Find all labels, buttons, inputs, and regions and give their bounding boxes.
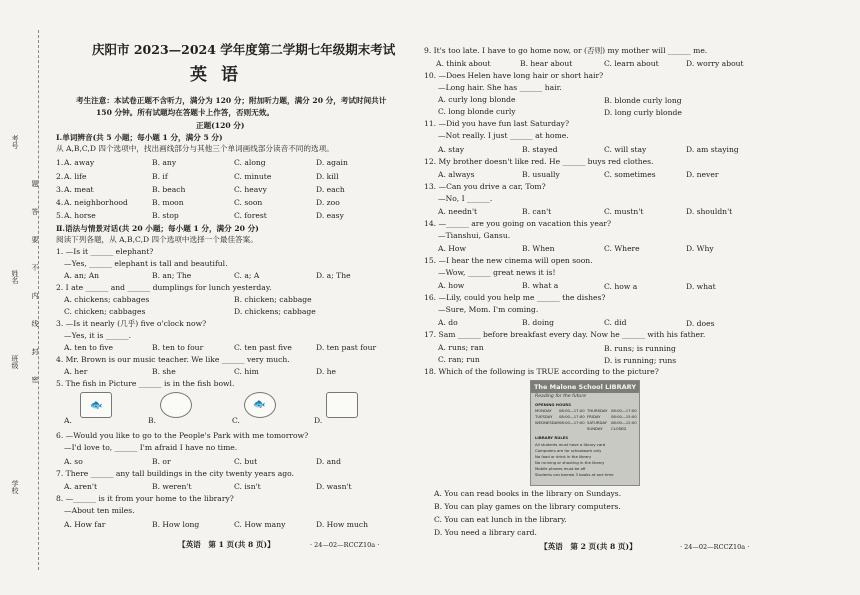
- q13-option-d[interactable]: D. shouldn't: [686, 207, 733, 216]
- hours-day: SUNDAY: [587, 426, 603, 431]
- q5-option-d[interactable]: D.: [314, 416, 323, 425]
- q12-option-c[interactable]: C. sometimes: [604, 170, 656, 179]
- seal-char: 要: [31, 236, 39, 243]
- section-1-title: Ⅰ.单词辨音(共 5 小题；每小题 1 分，满分 5 分): [56, 133, 223, 142]
- q13-stem-2: —No, I ______.: [438, 194, 493, 203]
- q9-option-c[interactable]: C. learn about: [604, 59, 659, 68]
- page-2-code: · 24—02—RCCZ10a ·: [680, 543, 750, 551]
- part-title: 正题(120 分): [196, 121, 245, 130]
- phon-4-a[interactable]: A. neighborhood: [64, 198, 128, 207]
- q6-option-c[interactable]: C. but: [234, 457, 258, 466]
- q1-option-c[interactable]: C. a; A: [234, 271, 260, 280]
- q13-option-c[interactable]: C. mustn't: [604, 207, 644, 216]
- phon-3-a[interactable]: A. meat: [64, 185, 94, 194]
- q9-stem: 9. It's too late. I have to go home now, or (否则) my mother will ______ me.: [424, 46, 708, 55]
- q7-option-b[interactable]: B. weren't: [152, 482, 192, 491]
- q4-option-a[interactable]: A. her: [64, 367, 88, 376]
- fish-picture-a: [80, 392, 112, 418]
- phon-4-d[interactable]: D. zoo: [316, 198, 340, 207]
- q16-option-a[interactable]: A. do: [438, 318, 458, 327]
- q11-stem-2: —Not really. I just ______ at home.: [438, 131, 569, 140]
- library-rule: All students must have a library card: [535, 442, 606, 447]
- q1-option-a[interactable]: A. an; An: [64, 271, 100, 280]
- q7-option-d[interactable]: D. wasn't: [316, 482, 352, 491]
- phon-4-c[interactable]: C. soon: [234, 198, 263, 207]
- fish-picture-c: [244, 392, 276, 418]
- hours-time: 08:00—12:00: [611, 420, 637, 425]
- q12-option-a[interactable]: A. always: [438, 170, 475, 179]
- hours-day: THURSDAY: [587, 408, 608, 413]
- q1-option-b[interactable]: B. an; The: [152, 271, 192, 280]
- q17-option-b[interactable]: B. runs; is running: [604, 344, 676, 353]
- q17-option-c[interactable]: C. ran; run: [438, 355, 480, 364]
- seal-char: 不: [31, 264, 39, 271]
- q5-option-b[interactable]: B.: [148, 416, 156, 425]
- phon-5-b[interactable]: B. stop: [152, 211, 179, 220]
- q17-stem: 17. Sam ______ before breakfast every day. Now he ______ with his father.: [424, 330, 706, 339]
- q15-stem-2: —Wow, ______ great news it is!: [438, 268, 556, 277]
- library-subtitle: Reading for the future: [535, 394, 587, 399]
- phon-2-a[interactable]: A. life: [64, 172, 87, 181]
- q2-option-c[interactable]: C. chicken; cabbages: [64, 307, 146, 316]
- hours-time: 08:00—17:00: [559, 408, 585, 413]
- q16-option-b[interactable]: B. doing: [522, 318, 555, 327]
- hours-day: SATURDAY: [587, 420, 607, 425]
- q2-stem: 2. I ate ______ and ______ dumplings for lunch yesterday.: [56, 283, 272, 292]
- q9-option-b[interactable]: B. hear about: [520, 59, 573, 68]
- q8-option-b[interactable]: B. How long: [152, 520, 200, 529]
- phon-1-b[interactable]: B. any: [152, 158, 177, 167]
- q10-option-c[interactable]: C. long blonde curly: [438, 107, 516, 116]
- phon-2-b[interactable]: B. if: [152, 172, 168, 181]
- q11-stem: 11. —Did you have fun last Saturday?: [424, 119, 570, 128]
- phon-5-num: 5.: [56, 211, 64, 220]
- q16-option-d[interactable]: D. does: [686, 319, 715, 328]
- fish-picture-d: [326, 392, 358, 418]
- q5-stem: 5. The fish in Picture ______ is in the fish bowl.: [56, 379, 235, 388]
- seal-line: [38, 30, 39, 570]
- class-label: 班级: [11, 355, 19, 369]
- q7-stem: 7. There ______ any tall buildings in the city twenty years ago.: [56, 469, 294, 478]
- phon-3-num: 3.: [56, 185, 64, 194]
- q6-option-b[interactable]: B. or: [152, 457, 171, 466]
- q4-option-b[interactable]: B. she: [152, 367, 176, 376]
- q3-option-b[interactable]: B. ten to four: [152, 343, 204, 352]
- page-1-footer: 【英语 第 1 页(共 8 页)】: [178, 540, 275, 549]
- q7-option-a[interactable]: A. aren't: [64, 482, 97, 491]
- q10-option-d[interactable]: D. long curly blonde: [604, 108, 682, 117]
- library-rule: Students can borrow 3 books at one time: [535, 472, 614, 477]
- hours-time: 08:00—17:00: [559, 414, 585, 419]
- hours-time: 08:00—17:00: [559, 420, 585, 425]
- q14-option-a[interactable]: A. How: [438, 244, 467, 253]
- section-1-instruction: 从 A,B,C,D 四个选项中，找出画线部分与其他三个单词画线部分读音不同的选项。: [56, 144, 334, 153]
- q18-option-c[interactable]: C. You can eat lunch in the library.: [434, 515, 567, 524]
- hours-time: 08:00—15:00: [611, 414, 637, 419]
- section-2-title: Ⅱ.语法与情景对话(共 20 小题；每小题 1 分，满分 20 分): [56, 224, 259, 233]
- library-title: The Malone School LIBRARY: [531, 381, 639, 393]
- q18-option-a[interactable]: A. You can read books in the library on Sundays.: [434, 489, 622, 498]
- phon-3-b[interactable]: B. beach: [152, 185, 186, 194]
- q8-option-a[interactable]: A. How far: [64, 520, 106, 529]
- phon-4-b[interactable]: B. moon: [152, 198, 184, 207]
- q8-stem-2: —About ten miles.: [64, 506, 135, 515]
- phon-3-c[interactable]: C. heavy: [234, 185, 267, 194]
- notice-line-2: 150 分钟。所有试题均在答题卡上作答，否则无效。: [96, 108, 274, 117]
- q7-option-c[interactable]: C. isn't: [234, 482, 261, 491]
- q14-option-b[interactable]: B. When: [522, 244, 555, 253]
- q8-option-d[interactable]: D. How much: [316, 520, 368, 529]
- library-rule: No food or drink in the library: [535, 454, 592, 459]
- q17-option-a[interactable]: A. runs; ran: [438, 343, 484, 352]
- q14-stem: 14. —______ are you going on vacation this year?: [424, 219, 612, 228]
- q18-stem: 18. Which of the following is TRUE according to the picture?: [424, 367, 659, 376]
- q11-option-d[interactable]: D. am staying: [686, 145, 739, 154]
- q12-option-d[interactable]: D. never: [686, 170, 719, 179]
- q16-option-c[interactable]: C. did: [604, 318, 627, 327]
- binding-strip: [8, 30, 48, 590]
- opening-hours-head: OPENING HOURS: [535, 402, 571, 407]
- notice-line-1: 考生注意：本试卷正题不含听力，满分为 120 分；附加听力题，满分 20 分，考试时间共计: [76, 96, 387, 105]
- phon-2-d[interactable]: D. kill: [316, 172, 339, 181]
- q4-option-d[interactable]: D. he: [316, 367, 337, 376]
- hours-day: FRIDAY: [587, 414, 601, 419]
- library-rule: Mobile phones must be off: [535, 466, 586, 471]
- hours-time: 08:00—17:00: [611, 408, 637, 413]
- q5-option-a[interactable]: A.: [64, 416, 72, 425]
- hours-day: MONDAY: [535, 408, 552, 413]
- phon-3-d[interactable]: D. each: [316, 185, 345, 194]
- q16-stem-2: —Sure, Mom. I'm coming.: [438, 305, 539, 314]
- subject-title: 英语: [190, 65, 252, 85]
- q18-option-d[interactable]: D. You need a library card.: [434, 528, 537, 537]
- q6-option-d[interactable]: D. and: [316, 457, 341, 466]
- q3-stem-2: —Yes, it is ______.: [64, 331, 131, 340]
- phon-5-c[interactable]: C. forest: [234, 211, 267, 220]
- q10-option-a[interactable]: A. curly long blonde: [438, 95, 516, 104]
- q1-stem-2: —Yes, ______ elephant is tall and beautiful.: [64, 259, 228, 268]
- q15-option-b[interactable]: B. what a: [522, 281, 559, 290]
- q18-option-b[interactable]: B. You can play games on the library computers.: [434, 502, 621, 511]
- q14-option-c[interactable]: C. Where: [604, 244, 640, 253]
- q10-option-b[interactable]: B. blonde curly long: [604, 96, 682, 105]
- school-label: 学校: [11, 480, 19, 494]
- library-rule: Computers are for schoolwork only: [535, 448, 602, 453]
- q13-option-a[interactable]: A. needn't: [438, 207, 478, 216]
- q12-stem: 12. My brother doesn't like red. He ______ buys red clothes.: [424, 157, 654, 166]
- q15-stem: 15. —I hear the new cinema will open soon.: [424, 256, 593, 265]
- q2-option-d[interactable]: D. chickens; cabbage: [234, 307, 316, 316]
- exam-title: 庆阳市 2023—2024 学年度第二学期七年级期末考试: [92, 42, 396, 57]
- q5-option-c[interactable]: C.: [232, 416, 240, 425]
- phon-1-a[interactable]: A. away: [64, 158, 95, 167]
- q1-option-d[interactable]: D. a; The: [316, 271, 351, 280]
- seal-char: 内: [31, 292, 39, 299]
- library-rule: No running or shouting in the library: [535, 460, 605, 465]
- q8-stem: 8. —______ is it from your home to the library?: [56, 494, 234, 503]
- phon-4-num: 4.: [56, 198, 64, 207]
- seal-char: 答: [31, 208, 39, 215]
- page-1-code: · 24—02—RCCZ10a ·: [310, 541, 380, 549]
- q6-stem-2: —I'd love to, ______ I'm afraid I have no time.: [64, 443, 238, 452]
- q14-option-d[interactable]: D. Why: [686, 244, 714, 253]
- phon-5-d[interactable]: D. easy: [316, 211, 344, 220]
- exam-number-label: 考号: [11, 135, 19, 149]
- hours-day: TUESDAY: [535, 414, 553, 419]
- q1-stem: 1. —Is it ______ elephant?: [56, 247, 154, 256]
- section-2-instruction: 阅读下列各题，从 A,B,C,D 四个选项中选择一个最佳答案。: [56, 235, 258, 244]
- q10-stem: 10. —Does Helen have long hair or short hair?: [424, 71, 604, 80]
- q14-stem-2: —Tianshui, Gansu.: [438, 231, 511, 240]
- q17-option-d[interactable]: D. is running; runs: [604, 356, 677, 365]
- q2-option-b[interactable]: B. chicken; cabbage: [234, 295, 312, 304]
- q6-option-a[interactable]: A. so: [64, 457, 83, 466]
- fish-icon: 🐟: [90, 400, 103, 411]
- q3-option-c[interactable]: C. ten past five: [234, 343, 292, 352]
- phon-2-c[interactable]: C. minute: [234, 172, 272, 181]
- hours-day: WEDNESDAY: [535, 420, 560, 425]
- q15-option-d[interactable]: D. what: [686, 282, 716, 291]
- q9-option-d[interactable]: D. worry about: [686, 59, 744, 68]
- q8-option-c[interactable]: C. How many: [234, 520, 286, 529]
- phon-2-num: 2.: [56, 172, 64, 181]
- q12-option-b[interactable]: B. usually: [522, 170, 560, 179]
- phon-5-a[interactable]: A. horse: [64, 211, 96, 220]
- seal-char: 题: [31, 180, 39, 187]
- q15-option-a[interactable]: A. how: [438, 281, 465, 290]
- q6-stem: 6. —Would you like to go to the People's Park with me tomorrow?: [56, 431, 309, 440]
- q11-option-a[interactable]: A. stay: [438, 145, 465, 154]
- seal-char: 密: [31, 376, 39, 383]
- q9-option-a[interactable]: A. think about: [436, 59, 491, 68]
- q16-stem: 16. —Lily, could you help me ______ the dishes?: [424, 293, 606, 302]
- q3-option-d[interactable]: D. ten past four: [316, 343, 377, 352]
- q10-stem-2: —Long hair. She has ______ hair.: [438, 83, 562, 92]
- phon-1-d[interactable]: D. again: [316, 158, 348, 167]
- q11-option-b[interactable]: B. stayed: [522, 145, 558, 154]
- fish-picture-b: [160, 392, 192, 418]
- q13-option-b[interactable]: B. can't: [522, 207, 552, 216]
- phon-1-num: 1.: [56, 158, 64, 167]
- library-notice-picture: [530, 380, 640, 486]
- q3-stem: 3. —Is it nearly (几乎) five o'clock now?: [56, 319, 207, 328]
- phon-1-c[interactable]: C. along: [234, 158, 266, 167]
- q4-option-c[interactable]: C. him: [234, 367, 259, 376]
- q2-option-a[interactable]: A. chickens; cabbages: [64, 295, 150, 304]
- library-rules-head: LIBRARY RULES: [535, 435, 569, 440]
- q13-stem: 13. —Can you drive a car, Tom?: [424, 182, 546, 191]
- q11-option-c[interactable]: C. will stay: [604, 145, 647, 154]
- seal-char: 封: [31, 348, 39, 355]
- q3-option-a[interactable]: A. ten to five: [64, 343, 114, 352]
- page-2-footer: 【英语 第 2 页(共 8 页)】: [540, 542, 637, 551]
- name-label: 姓名: [11, 270, 19, 284]
- q15-option-c[interactable]: C. how a: [604, 282, 638, 291]
- q4-stem: 4. Mr. Brown is our music teacher. We like ______ very much.: [56, 355, 290, 364]
- hours-time: CLOSED: [611, 426, 627, 431]
- fish-icon: 🐟: [253, 399, 266, 410]
- seal-char: 线: [31, 320, 39, 327]
